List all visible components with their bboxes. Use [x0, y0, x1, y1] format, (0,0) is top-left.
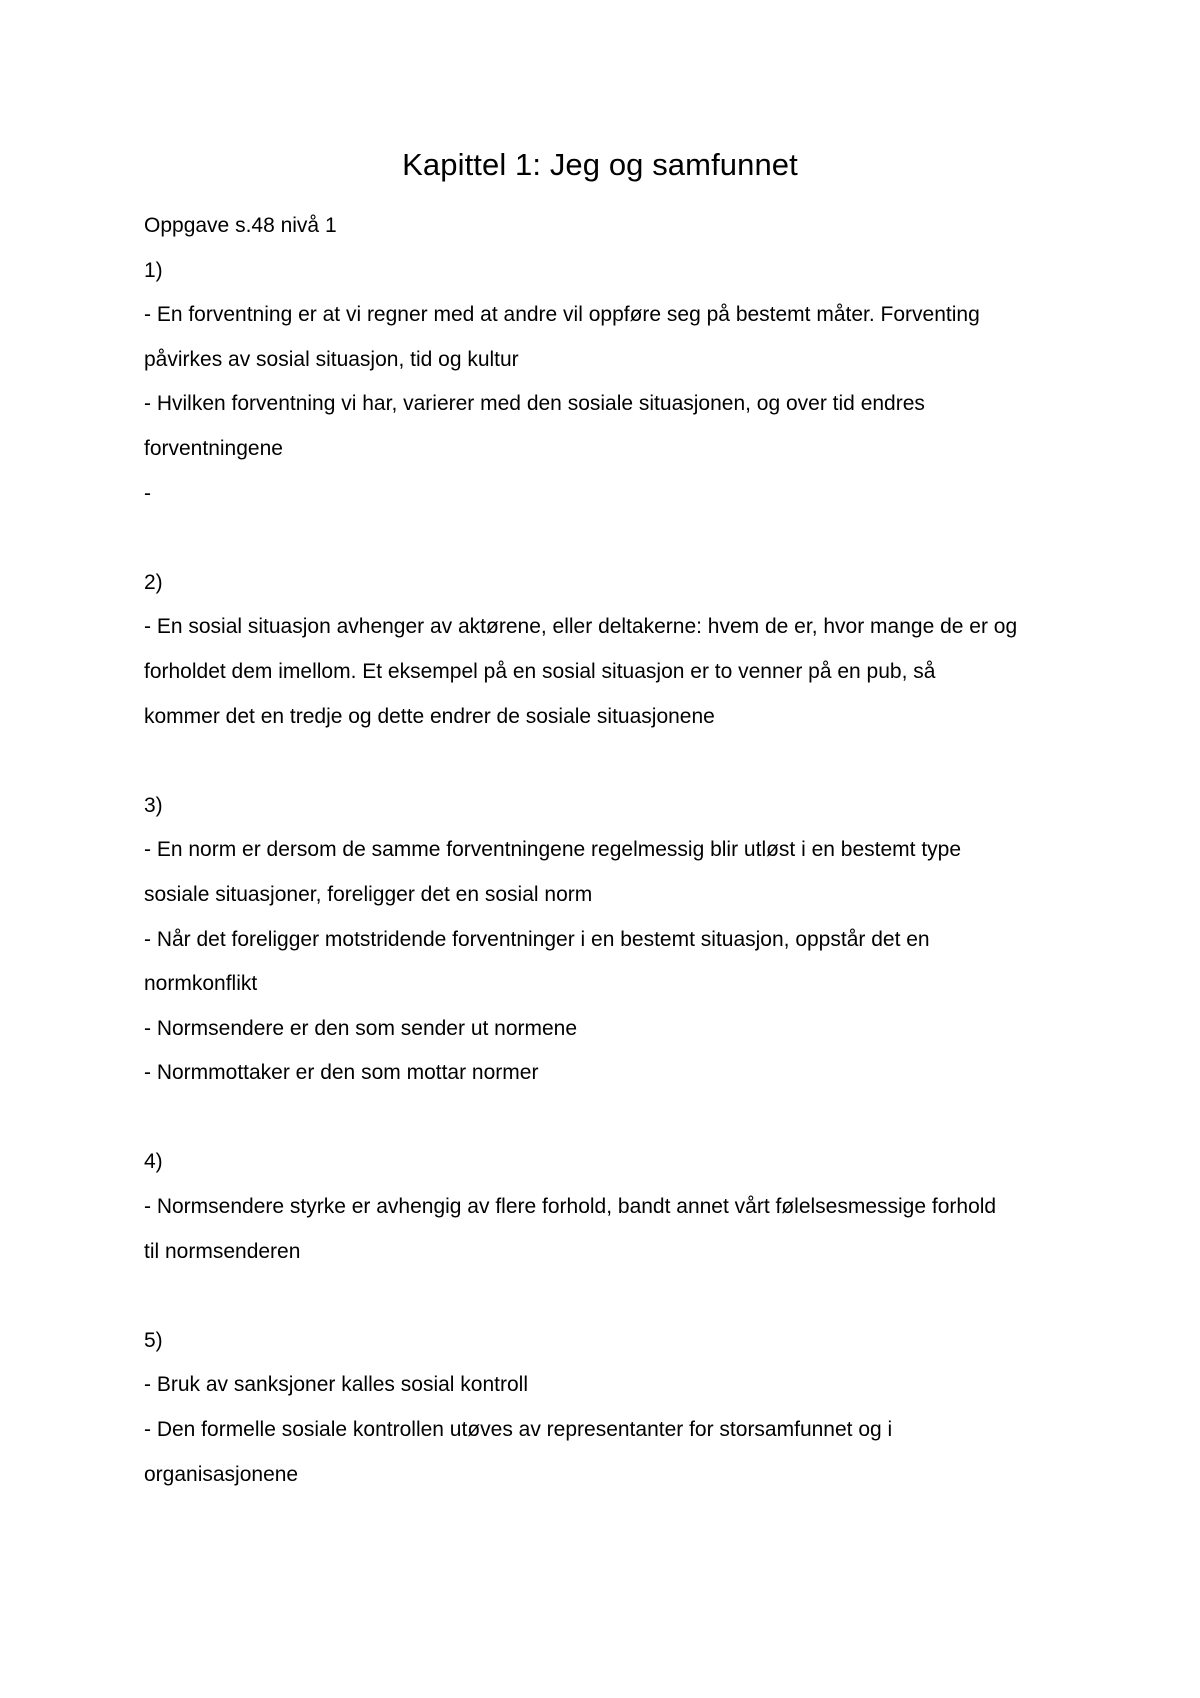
answer-line: - Den formelle sosiale kontrollen utøves av representanter for storsamfunnet og i	[144, 1418, 893, 1442]
answer-line: - Bruk av sanksjoner kalles sosial kontroll	[144, 1373, 528, 1397]
document-title: Kapittel 1: Jeg og samfunnet	[402, 147, 798, 182]
section-label: 5)	[144, 1328, 163, 1352]
answer-line: -	[144, 481, 151, 505]
answer-line: - En norm er dersom de samme forventningene regelmessig blir utløst i en bestemt type	[144, 838, 962, 862]
answer-line: - Når det foreligger motstridende forventninger i en bestemt situasjon, oppstår det en	[144, 927, 930, 951]
document-body	[144, 204, 1084, 1497]
answer-line: påvirkes av sosial situasjon, tid og kultur	[144, 347, 519, 371]
answer-line: - Hvilken forventning vi har, varierer med den sosiale situasjonen, og over tid endres	[144, 392, 925, 416]
answer-section-3	[144, 784, 1084, 1096]
blank-line	[144, 739, 1084, 784]
answer-line: forventningene	[144, 436, 283, 460]
answer-line: organisasjonene	[144, 1462, 299, 1486]
answer-line: - En forventning er at vi regner med at andre vil oppføre seg på bestemt måter. Forventing	[144, 303, 980, 327]
answer-section-1	[144, 249, 1084, 517]
section-label: 4)	[144, 1150, 163, 1174]
blank-line	[144, 516, 1084, 561]
answer-line: til normsenderen	[144, 1239, 301, 1263]
answer-line: forholdet dem imellom. Et eksempel på en sosial situasjon er to venner på en pub, så	[144, 659, 936, 683]
section-label: 1)	[144, 258, 163, 282]
blank-line	[144, 1096, 1084, 1141]
answer-line: kommer det en tredje og dette endrer de sosiale situasjonene	[144, 704, 715, 728]
answer-line: - En sosial situasjon avhenger av aktørene, eller deltakerne: hvem de er, hvor mange de er og	[144, 615, 1018, 639]
section-label: 2)	[144, 570, 163, 594]
section-label: 3)	[144, 793, 163, 817]
answer-line: - Normmottaker er den som mottar normer	[144, 1061, 539, 1085]
blank-line	[144, 1274, 1084, 1319]
assignment-heading: Oppgave s.48 nivå 1	[144, 214, 337, 237]
answer-line: - Normsendere styrke er avhengig av flere forhold, bandt annet vårt følelsesmessige forhold	[144, 1195, 997, 1219]
answer-line: sosiale situasjoner, foreligger det en sosial norm	[144, 882, 593, 906]
answer-section-2	[144, 561, 1084, 739]
answer-line: normkonflikt	[144, 972, 258, 996]
answer-line: - Normsendere er den som sender ut normene	[144, 1016, 578, 1040]
answer-section-5	[144, 1319, 1084, 1497]
answer-section-4	[144, 1140, 1084, 1274]
